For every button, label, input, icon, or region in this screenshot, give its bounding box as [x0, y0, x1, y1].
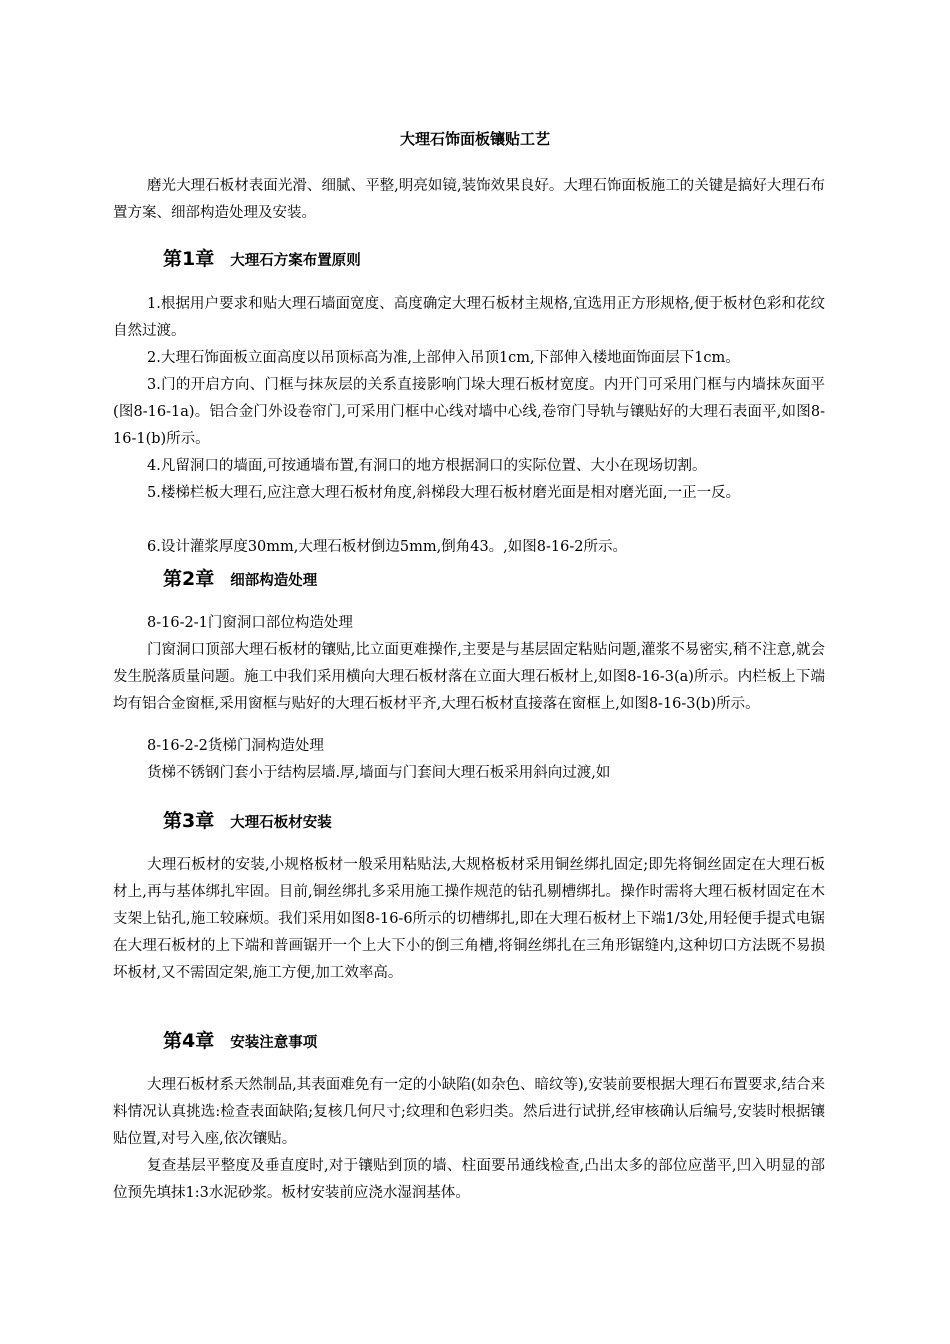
ch2-subheading-2: 8-16-2-2货梯门洞构造处理	[147, 738, 324, 754]
ch1-paragraph-1: 1.根据用户要求和贴大理石墙面宽度、高度确定大理石板材主规格,宜选用正方形规格,便于板材色彩和花纹自然过渡。	[113, 296, 825, 339]
ch1-paragraph-6: 6.设计灌浆厚度30mm,大理石板材倒边5mm,倒角43。,如图8-16-2所示。	[147, 539, 627, 555]
chapter-4-heading	[163, 1026, 317, 1053]
document-title: 大理石饰面板镶贴工艺	[399, 130, 550, 148]
ch1-paragraph-4: 4.凡留洞口的墙面,可按通墙布置,有洞口的地方根据洞口的实际位置、大小在现场切割。	[147, 458, 707, 474]
chapter-3-title: 大理石板材安装	[230, 815, 332, 831]
ch2-subheading-1: 8-16-2-1门窗洞口部位构造处理	[147, 615, 353, 631]
chapter-3-heading	[163, 806, 332, 833]
ch3-paragraph-1: 大理石板材的安装,小规格板材一般采用粘贴法,大规格板材采用铜丝绑扎固定;即先将铜丝固定在大理石板材上,再与基体绑扎牢固。目前,铜丝绑扎多采用施工操作规范的钻孔剔槽绑扎。操作时需将大理石板材固定在木支架上钻孔,施工较麻烦。我们采用如图8-16-6所示的切槽绑扎,即在大理石板材上下端1/3处,用轻便手提式电锯在大理石板材的上下端和普画锯开一个上大下小的倒三角槽,将铜丝绑扎在三角形锯缝内,这种切口方法既不易损坏板材,又不需固定架,施工方便,加工效率高。	[113, 857, 825, 981]
chapter-4-number: 第4章	[163, 1030, 215, 1052]
ch1-paragraph-5: 5.楼梯栏板大理石,应注意大理石板材角度,斜梯段大理石板材磨光面是相对磨光面,一正一反。	[147, 485, 741, 501]
ch1-paragraph-3: 3.门的开启方向、门框与抹灰层的关系直接影响门垛大理石板材宽度。内开门可采用门框与内墙抹灰面平(图8-16-1a)。铝合金门外设卷帘门,可采用门框中心线对墙中心线,卷帘门导轨与镶贴好的大理石表面平,如图8-16-1(b)所示。	[113, 377, 825, 447]
ch4-paragraph-2: 复查基层平整度及垂直度时,对于镶贴到顶的墙、柱面要吊通线检查,凸出太多的部位应凿平,凹入明显的部位预先填抹1:3水泥砂浆。板材安装前应浇水湿润基体。	[113, 1158, 825, 1201]
chapter-1-title: 大理石方案布置原则	[230, 253, 361, 269]
chapter-1-number: 第1章	[163, 248, 215, 270]
chapter-2-heading	[163, 564, 317, 591]
ch4-paragraph-1: 大理石板材系天然制品,其表面难免有一定的小缺陷(如杂色、暗纹等),安装前要根据大理石布置要求,结合来料情况认真挑选:检查表面缺陷;复核几何尺寸;纹理和色彩归类。然后进行试拼,经审核确认后编号,安装时根据镶贴位置,对号入座,依次镶贴。	[113, 1077, 825, 1147]
ch2-paragraph-1: 门窗洞口顶部大理石板材的镶贴,比立面更难操作,主要是与基层固定粘贴问题,灌浆不易密实,稍不注意,就会发生脱落质量问题。施工中我们采用横向大理石板材落在立面大理石板材上,如图8-16-3(a)所示。内栏板上下端均有铝合金窗框,采用窗框与贴好的大理石板材平齐,大理石板材直接落在窗框上,如图8-16-3(b)所示。	[113, 642, 825, 712]
ch2-paragraph-2: 货梯不锈钢门套小于结构层墙.厚,墙面与门套间大理石板采用斜向过渡,如	[147, 765, 611, 781]
intro-paragraph: 磨光大理石板材表面光滑、细腻、平整,明亮如镜,装饰效果良好。大理石饰面板施工的关键是搞好大理石布置方案、细部构造处理及安装。	[113, 178, 825, 221]
chapter-2-title: 细部构造处理	[230, 573, 318, 589]
chapter-2-number: 第2章	[163, 568, 215, 590]
chapter-4-title: 安装注意事项	[230, 1035, 318, 1051]
ch1-paragraph-2: 2.大理石饰面板立面高度以吊顶标高为准,上部伸入吊顶1cm,下部伸入楼地面饰面层下1cm。	[147, 350, 740, 366]
chapter-1-heading	[163, 244, 361, 271]
chapter-3-number: 第3章	[163, 810, 215, 832]
